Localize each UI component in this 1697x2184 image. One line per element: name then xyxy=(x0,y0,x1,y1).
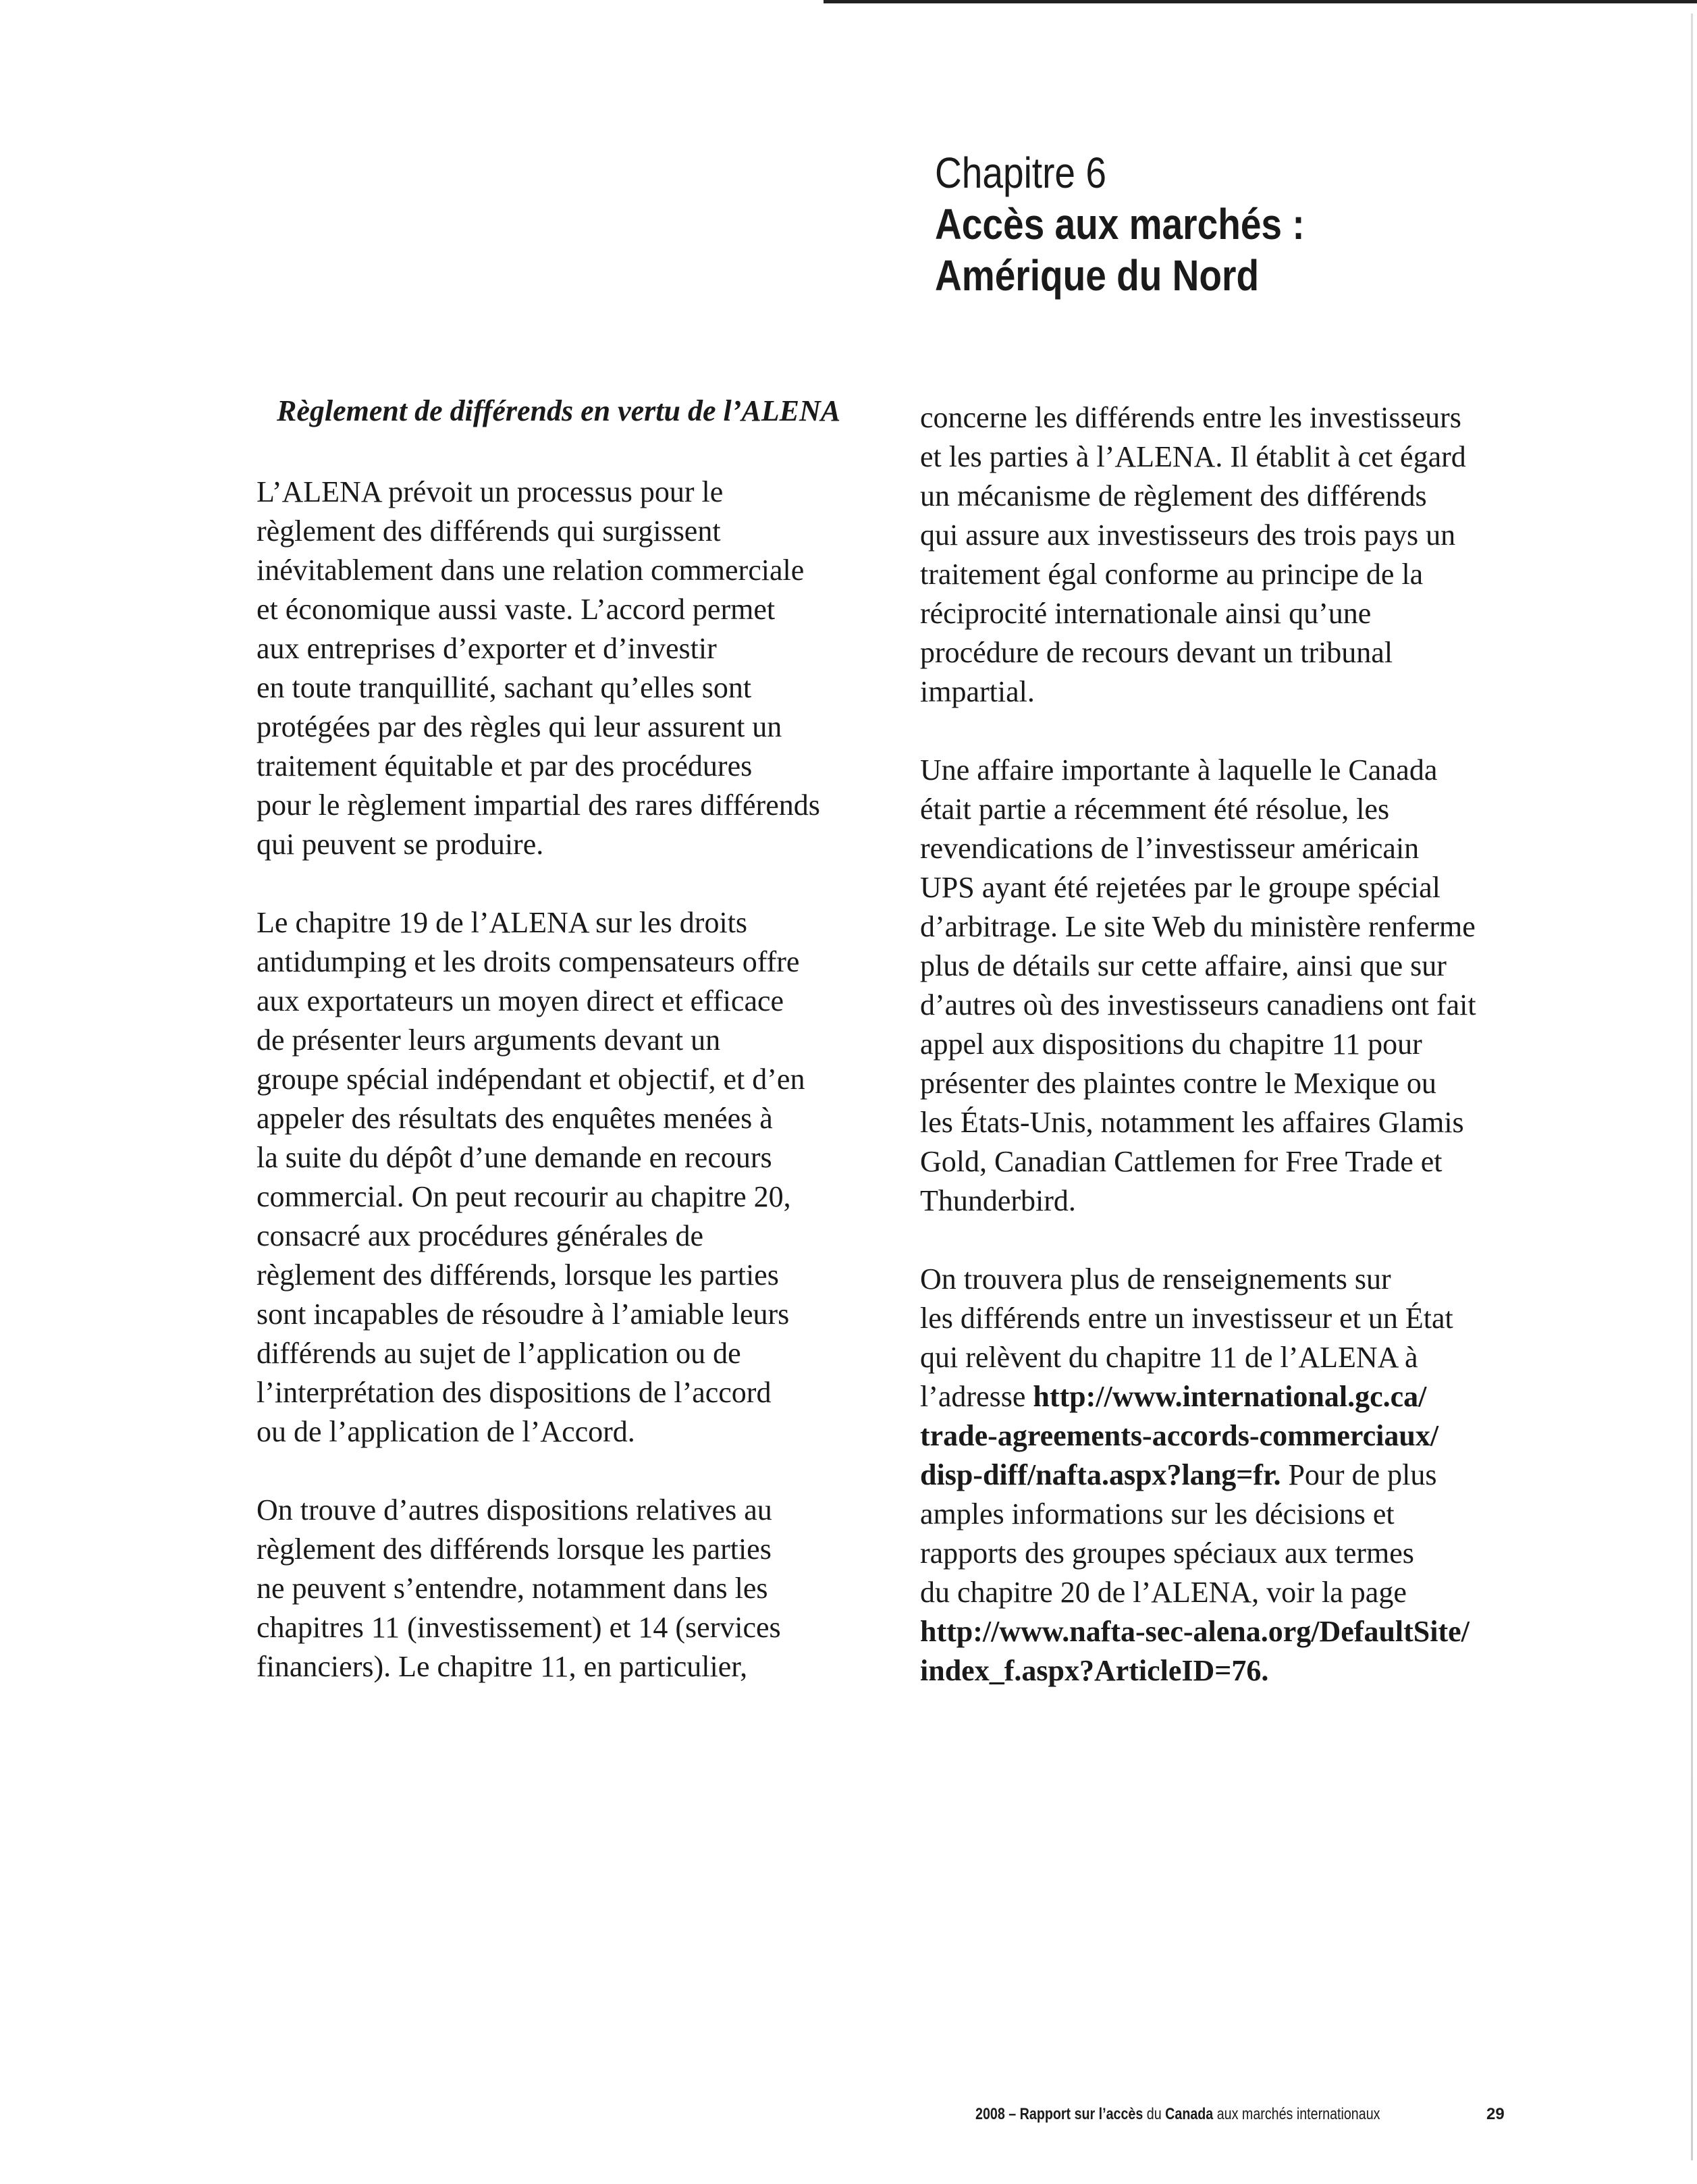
text-line: d’arbitrage. Le site Web du ministère renferme xyxy=(920,910,1476,943)
text-line: les États-Unis, notamment les affaires Glamis xyxy=(920,1106,1464,1139)
text-line: traitement équitable et par des procédures xyxy=(257,749,753,782)
text-line: et les parties à l’ALENA. Il établit à cet égard xyxy=(920,440,1466,473)
text-line: rapports des groupes spéciaux aux termes xyxy=(920,1537,1414,1570)
text-line: règlement des différends lorsque les parties xyxy=(257,1533,772,1566)
chapter-label: Chapitre 6 xyxy=(935,149,1106,197)
page-number: 29 xyxy=(1486,2105,1505,2123)
text-line: présenter des plaintes contre le Mexique ou xyxy=(920,1067,1436,1100)
text-line: règlement des différends qui surgissent xyxy=(257,514,721,548)
text-line xyxy=(920,1456,1548,1495)
chapter-title-line-1: Accès aux marchés : xyxy=(935,200,1305,248)
top-rule xyxy=(824,0,1697,3)
info-paragraph xyxy=(920,1260,1548,1690)
text-line: appel aux dispositions du chapitre 11 pour xyxy=(920,1028,1422,1061)
footer-text: du xyxy=(1146,2105,1166,2123)
chapter-title-line-2: Amérique du Nord xyxy=(935,251,1260,300)
text-line: était partie a récemment été résolue, les xyxy=(920,793,1390,826)
footer-year: 2008 – xyxy=(975,2105,1020,2123)
text-line: procédure de recours devant un tribunal xyxy=(920,636,1393,669)
nafta-secretariat-link-end[interactable]: index_f.aspx?ArticleID=76. xyxy=(920,1654,1269,1687)
text-line: Gold, Canadian Cattlemen for Free Trade et xyxy=(920,1145,1443,1178)
text-line: de présenter leurs arguments devant un xyxy=(257,1023,721,1057)
text-line: impartial. xyxy=(920,675,1035,708)
text-line: plus de détails sur cette affaire, ainsi que sur xyxy=(920,949,1447,982)
footer-text: aux marchés internationaux xyxy=(1216,2105,1380,2123)
text-line: amples informations sur les décisions et xyxy=(920,1497,1395,1530)
footer-text: Canada xyxy=(1165,2105,1217,2123)
text-line: chapitres 11 (investissement) et 14 (services xyxy=(257,1611,781,1644)
paragraph xyxy=(257,903,905,1451)
text-line: ne peuvent s’entendre, notamment dans les xyxy=(257,1572,768,1605)
text-line: protégées par des règles qui leur assurent un xyxy=(257,710,782,743)
footer-text: Rapport sur l’accès xyxy=(1019,2105,1147,2123)
text-line: qui assure aux investisseurs des trois pays un xyxy=(920,518,1456,552)
text-line: revendications de l’investisseur américain xyxy=(920,832,1420,865)
text-fragment: Pour de plus xyxy=(1281,1458,1437,1491)
nafta-disputes-link[interactable]: http://www.international.gc.ca/ xyxy=(1033,1380,1427,1413)
section-heading: Règlement de différends en vertu de l’ALENA xyxy=(277,394,841,427)
text-line: qui relèvent du chapitre 11 de l’ALENA à xyxy=(920,1341,1418,1374)
text-line: commercial. On peut recourir au chapitre 20, xyxy=(257,1180,791,1213)
text-line: Le chapitre 19 de l’ALENA sur les droits xyxy=(257,906,748,939)
text-line: On trouvera plus de renseignements sur xyxy=(920,1262,1391,1296)
text-line: en toute tranquillité, sachant qu’elles sont xyxy=(257,671,752,704)
text-line: les différends entre un investisseur et un État xyxy=(920,1302,1453,1335)
text-line: l’interprétation des dispositions de l’accord xyxy=(257,1376,772,1409)
paragraph xyxy=(257,473,905,864)
text-line: inévitablement dans une relation commerciale xyxy=(257,554,805,587)
right-column xyxy=(920,398,1548,1730)
text-line: Une affaire importante à laquelle le Canada xyxy=(920,753,1438,787)
left-paragraphs xyxy=(257,473,905,1686)
text-line: financiers). Le chapitre 11, en particulier, xyxy=(257,1650,748,1683)
text-line: Thunderbird. xyxy=(920,1184,1076,1217)
left-column xyxy=(257,392,905,1726)
text-line: du chapitre 20 de l’ALENA, voir la page xyxy=(920,1576,1407,1609)
right-paragraphs xyxy=(920,398,1548,1221)
text-line: L’ALENA prévoit un processus pour le xyxy=(257,475,724,508)
text-line: la suite du dépôt d’une demande en recours xyxy=(257,1141,772,1174)
text-line: consacré aux procédures générales de xyxy=(257,1219,704,1252)
text-line: On trouve d’autres dispositions relatives au xyxy=(257,1493,772,1526)
nafta-secretariat-link[interactable]: http://www.nafta-sec-alena.org/DefaultSite/ xyxy=(920,1615,1470,1648)
text-line: pour le règlement impartial des rares différends xyxy=(257,789,820,822)
chapter-header xyxy=(935,147,1610,301)
nafta-disputes-link-cont[interactable]: trade-agreements-accords-commerciaux/ xyxy=(920,1419,1439,1452)
text-line: traitement égal conforme au principe de la xyxy=(920,558,1424,591)
text-line: et économique aussi vaste. L’accord permet xyxy=(257,593,776,626)
paragraph xyxy=(920,398,1548,712)
text-line: d’autres où des investisseurs canadiens ont fait xyxy=(920,988,1476,1021)
text-line: aux exportateurs un moyen direct et efficace xyxy=(257,984,784,1017)
text-line xyxy=(920,1377,1548,1416)
paragraph xyxy=(257,1491,905,1686)
nafta-disputes-link-end[interactable]: disp-diff/nafta.aspx?lang=fr. xyxy=(920,1458,1281,1491)
text-line: antidumping et les droits compensateurs offre xyxy=(257,945,800,978)
text-line: qui peuvent se produire. xyxy=(257,828,544,861)
text-line: un mécanisme de règlement des différends xyxy=(920,479,1427,512)
text-line: réciprocité internationale ainsi qu’une xyxy=(920,597,1372,630)
text-line: UPS ayant été rejetées par le groupe spécial xyxy=(920,871,1440,904)
text-line: aux entreprises d’exporter et d’investir xyxy=(257,632,717,665)
text-line: différends au sujet de l’application ou de xyxy=(257,1337,741,1370)
text-line: appeler des résultats des enquêtes menées à xyxy=(257,1102,773,1135)
text-line: ou de l’application de l’Accord. xyxy=(257,1415,635,1448)
page-edge-shadow xyxy=(1691,14,1693,2160)
paragraph xyxy=(920,751,1548,1221)
page-footer xyxy=(975,2105,1380,2124)
text-line: règlement des différends, lorsque les parties xyxy=(257,1258,779,1291)
text-fragment: l’adresse xyxy=(920,1380,1033,1413)
text-line: sont incapables de résoudre à l’amiable leurs xyxy=(257,1298,790,1331)
text-line: concerne les différends entre les investisseurs xyxy=(920,401,1461,434)
text-line: groupe spécial indépendant et objectif, et d’en xyxy=(257,1063,805,1096)
